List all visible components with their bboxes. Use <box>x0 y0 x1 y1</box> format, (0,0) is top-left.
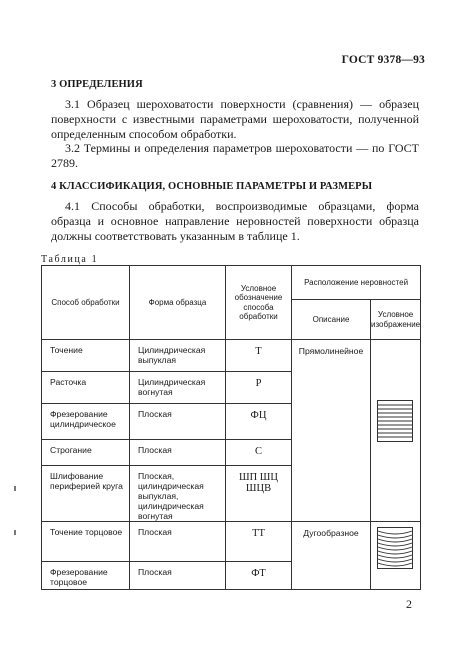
table-caption: Таблица 1 <box>41 254 99 265</box>
cell-shape: Цилиндрическая вогнутая <box>130 372 226 404</box>
cell-description: Дугообразное <box>292 522 371 590</box>
cell-symbol: С <box>226 440 292 466</box>
table-row <box>42 340 421 372</box>
cell-shape: Плоская, цилиндрическая выпуклая, цилиндрическая вогнутая <box>130 466 226 522</box>
cell-description: Прямолинейное <box>292 340 371 522</box>
section-3-heading: 3 ОПРЕДЕЛЕНИЯ <box>51 79 143 90</box>
header-method: Способ обработки <box>42 266 130 340</box>
cell-symbol: ФЦ <box>226 404 292 440</box>
cell-shape: Плоская <box>130 404 226 440</box>
cell-shape: Цилиндрическая выпуклая <box>130 340 226 372</box>
cell-image <box>371 340 421 522</box>
paragraph-4-1: 4.1 Способы обработки, воспроизводимые образцами, форма образца и основное направление неровностей поверхности образца должны соответствовать указанным в таблице 1. <box>51 199 419 243</box>
binding-mark <box>14 486 16 491</box>
cell-method: Расточка <box>42 372 130 404</box>
cell-symbol: Р <box>226 372 292 404</box>
cell-method: Фрезерование торцовое <box>42 562 130 590</box>
binding-mark <box>14 530 16 535</box>
header-image: Условное изображение <box>371 300 421 340</box>
cell-symbol: ФТ <box>226 562 292 590</box>
paragraph-3-1: 3.1 Образец шероховатости поверхности (сравнения) — образец поверхности с известными параметрами шероховатости, полученной определенным способом обработки. <box>51 97 419 141</box>
straight-lines-hatch-icon <box>377 400 413 442</box>
header-arrangement: Расположение неровностей <box>292 266 421 300</box>
cell-method: Строгание <box>42 440 130 466</box>
cell-image <box>371 522 421 590</box>
cell-method: Фрезерование цилиндрическое <box>42 404 130 440</box>
cell-method: Шлифование периферией круга <box>42 466 130 522</box>
cell-method: Точение <box>42 340 130 372</box>
header-description: Описание <box>292 300 371 340</box>
cell-symbol: ТТ <box>226 522 292 562</box>
cell-symbol: ШП ШЦ ШЦВ <box>226 466 292 522</box>
cell-shape: Плоская <box>130 562 226 590</box>
table-1 <box>41 265 421 590</box>
cell-shape: Плоская <box>130 522 226 562</box>
section-4-heading: 4 КЛАССИФИКАЦИЯ, ОСНОВНЫЕ ПАРАМЕТРЫ И РАЗМЕРЫ <box>51 181 373 192</box>
cell-method: Точение торцовое <box>42 522 130 562</box>
paragraph-3-2: 3.2 Термины и определения параметров шероховатости — по ГОСТ 2789. <box>51 141 419 170</box>
document-id: ГОСТ 9378—93 <box>341 54 425 66</box>
header-symbol: Условное обозначение способа обработки <box>226 266 292 340</box>
header-shape: Форма образца <box>130 266 226 340</box>
arc-lines-hatch-icon <box>377 527 413 569</box>
cell-symbol: Т <box>226 340 292 372</box>
table-row <box>42 522 421 562</box>
cell-shape: Плоская <box>130 440 226 466</box>
page-number: 2 <box>406 597 412 611</box>
